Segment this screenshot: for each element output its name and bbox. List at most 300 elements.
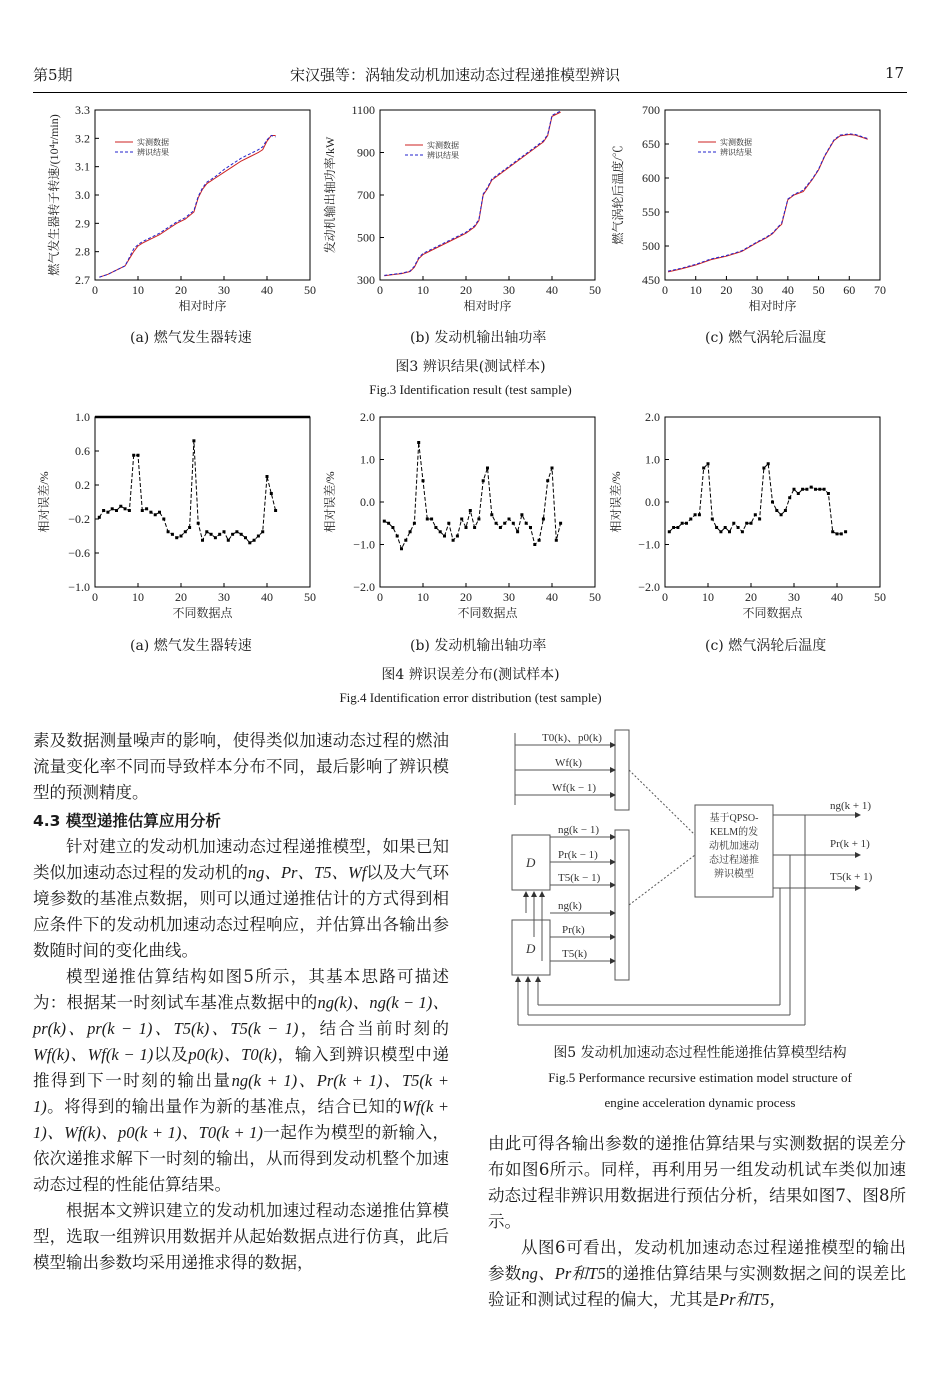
data-point [270,492,273,495]
model-label: 态过程递推 [709,855,759,866]
y-tick-label: 0.0 [645,495,660,509]
delay-block-label: D [526,941,536,956]
fig3-sub-b: (b) 发动机输出轴功率 [410,330,547,346]
x-tick-label: 40 [781,283,794,297]
data-point [702,467,705,470]
math: Wf(k)、Wf(k − 1) [33,1045,154,1064]
output-label: ng(k + 1) [830,800,872,812]
y-tick-label: 700 [642,103,660,117]
data-point [737,526,740,529]
figure-4 [30,405,910,635]
data-point [559,522,562,525]
math: Pr和T5， [719,1290,786,1309]
y-tick-label: 500 [642,239,660,253]
data-point [732,522,735,525]
paragraph [488,1235,906,1313]
data-point [542,518,545,521]
x-tick-label: 50 [589,590,601,604]
data-point [831,530,834,533]
data-point [780,513,783,516]
data-point [711,518,714,521]
x-tick-label: 30 [218,590,230,604]
data-point [430,518,433,521]
model-label: 辨识模型 [714,869,754,880]
data-point [443,535,446,538]
y-tick-label: 0.6 [75,444,90,458]
data-point [844,530,847,533]
data-point [698,513,701,516]
x-tick-label: 40 [261,283,273,297]
y-axis-label: 发动机输出轴功率/kW [323,136,337,254]
data-point [823,488,826,491]
x-tick-label: 0 [662,283,668,297]
x-axis-label: 相对时序 [463,299,512,313]
text: 以及 [153,1045,189,1064]
data-point [814,488,817,491]
y-tick-label: 1.0 [75,410,90,424]
data-point [495,522,498,525]
data-point [490,513,493,516]
data-point [154,513,157,516]
input-label: Wf(k − 1) [552,782,597,794]
input-label: Pr(k − 1) [558,849,598,861]
data-point [162,518,165,521]
x-tick-label: 20 [745,590,757,604]
y-tick-label: −1.0 [353,537,375,552]
data-point [387,522,390,525]
data-point [274,509,277,512]
data-point [417,441,420,444]
data-point [240,533,243,536]
input-label: T0(k)、p0(k) [542,732,602,744]
data-point [244,536,247,539]
chart-fig3c [610,103,886,313]
text: 以及大气环境参数的基准点数据，则可以通过递推估计的方式得到相应条件下的发动机加速动态过程响应，并估算出各输出参数随时间的变化曲线。 [33,863,450,960]
plot-frame [665,110,880,280]
output-label: T5(k + 1) [830,871,873,883]
plot-frame [95,110,310,280]
fig5-caption-en-2: engine acceleration dynamic process [604,1095,796,1110]
data-point [508,518,511,521]
chart-fig4c [608,410,886,620]
y-tick-label: 2.7 [75,273,90,287]
text: 针对建立的发动机加速动态过程递推模型，如果已知类似加速动态过程的发动机的 [33,837,449,882]
data-point [793,488,796,491]
data-point [758,518,761,521]
x-tick-label: 0 [377,590,383,604]
data-point [724,526,727,529]
data-point [836,532,839,535]
data-point [158,511,161,514]
paragraph: 素及数据测量噪声的影响，使得类似加速动态过程的燃油流量变化率不同而导致样本分布不同，最后影响了辨识模型的预测精度。 [33,731,449,802]
fig3-sub-c: (c) 燃气涡轮后温度 [705,330,827,346]
x-tick-label: 20 [460,590,472,604]
series-line [99,136,275,278]
x-tick-label: 20 [720,283,733,297]
data-point [422,479,425,482]
y-tick-label: −1.0 [638,537,660,552]
data-point [413,522,416,525]
data-point [124,507,127,510]
x-tick-label: 0 [92,590,98,604]
text: ，结合当前时刻的 [298,1019,450,1038]
x-tick-label: 10 [702,590,714,604]
series-line [99,441,275,543]
y-tick-label: −0.2 [68,512,90,526]
x-axis-label: 相对时序 [748,299,797,313]
y-tick-label: 0.0 [360,495,375,509]
x-tick-label: 0 [377,283,383,297]
data-point [137,454,140,457]
fig3-caption-en: Fig.3 Identification result (test sample) [369,382,572,397]
data-point [98,516,101,519]
data-point [754,513,757,516]
model-label: 基于QPSO- [709,813,759,824]
fig4-sub-c: (c) 燃气涡轮后温度 [705,638,827,654]
data-point [469,509,472,512]
data-point [797,492,800,495]
data-point [111,507,114,510]
input-label: ng(k) [558,900,582,912]
y-tick-label: 3.0 [75,188,90,202]
input-label: T5(k) [562,948,588,960]
page-number: 17 [885,64,905,82]
data-point [391,526,394,529]
figure-3 [30,100,910,330]
data-point [533,543,536,546]
data-point [128,509,131,512]
y-tick-label: 2.0 [360,410,375,424]
data-point [141,509,144,512]
math: ng(k + 1)、Pr(k + 1)、T5(k + 1) [33,1071,449,1116]
y-tick-label: −1.0 [68,580,90,594]
legend-label: 实测数据 [427,141,459,150]
running-title: 宋汉强等：涡轴发动机加速动态过程递推模型辨识 [290,66,621,84]
data-point [257,535,260,538]
paragraph: 由此可得各输出参数的递推估算结果与实测数据的误差分布如图6所示。同样，再利用另一组发动机试车类似加速动态过程非辨识用数据进行预估分析，结果如图7、图8所示。 [488,1134,906,1231]
data-point [210,533,213,536]
plot-frame [380,417,595,587]
data-point [218,533,221,536]
data-point [525,522,528,525]
data-point [396,535,399,538]
fig3-caption-cn: 图3 辨识结果(测试样本) [395,359,546,375]
delay-block-label: D [526,855,536,870]
data-point [404,539,407,542]
data-point [771,501,774,504]
data-point [460,518,463,521]
fig4-sub-a: (a) 燃气发生器转速 [130,638,252,654]
x-tick-label: 10 [132,590,144,604]
data-point [745,522,748,525]
x-tick-label: 20 [460,283,472,297]
paragraph: 根据本文辨识建立的发动机加速过程动态递推估算模型，选取一组辨识用数据并从起始数据点进行仿真，此后模型输出参数均采用递推求得的数据， [33,1201,449,1272]
series-line [384,112,560,276]
data-point [132,454,135,457]
x-tick-label: 30 [218,283,230,297]
fig3-sub-a: (a) 燃气发生器转速 [130,330,252,346]
data-point [715,526,718,529]
left-column [33,728,449,1276]
y-tick-label: 2.8 [75,244,90,259]
text: 。将得到的输出量作为新的基准点，结合已知的 [46,1097,403,1116]
x-tick-label: 0 [92,283,98,297]
data-point [555,539,558,542]
data-point [261,530,264,533]
x-tick-label: 50 [304,283,316,297]
text: 的递推估算结果与实测数据之间的误差比验证和测试过程的偏大，尤其是 [488,1264,907,1309]
data-point [689,518,692,521]
y-tick-label: 300 [357,273,375,287]
data-point [205,530,208,533]
chart-fig3a [46,103,316,313]
x-axis-label: 相对时序 [178,299,227,313]
y-tick-label: 450 [642,273,660,287]
math: ng、Pr和T5 [521,1264,606,1283]
model-label: 动机加速动 [709,841,759,852]
text: ，输入到辨识模型中递推得到下一时刻的输出量 [33,1045,450,1090]
math: p0(k)、T0(k) [188,1045,277,1064]
data-point [668,530,671,533]
data-point [192,439,195,442]
text: 从图6可看出，发动机加速动态过程递推模型的输出参数 [488,1238,906,1283]
data-point [188,526,191,529]
header-rule [33,92,907,93]
data-point [171,533,174,536]
output-label: Pr(k + 1) [830,838,870,850]
math: ng、Pr、T5、Wf [247,863,367,882]
x-tick-label: 30 [788,590,800,604]
chart-fig4b [322,410,601,620]
text: 一起作为模型的新输入，依次递推求解下一时刻的输出，从而得到发动机整个加速动态过程的性能估算结果。 [33,1123,449,1194]
data-point [180,535,183,538]
plot-frame [95,417,310,587]
x-tick-label: 50 [304,590,316,604]
input-label: Wf(k) [555,757,582,769]
paragraph [33,834,449,964]
plot-frame [380,110,595,280]
y-axis-label: 燃气涡轮后温度/℃ [611,145,625,245]
data-point [707,462,710,465]
data-point [231,533,234,536]
data-point [762,467,765,470]
series-line [669,464,845,534]
y-tick-label: 1.0 [360,452,375,467]
y-tick-label: −0.6 [68,546,90,560]
x-tick-label: 20 [175,590,187,604]
right-column [488,1131,906,1313]
data-point [235,530,238,533]
data-point [477,518,480,521]
y-tick-label: 500 [357,230,375,245]
x-tick-label: 10 [417,590,429,604]
data-point [145,507,148,510]
data-point [676,526,679,529]
data-point [516,530,519,533]
data-point [512,522,515,525]
math: Wf(k + 1)、Wf(k)、p0(k + 1)、T0(k + 1) [33,1097,449,1142]
legend-label: 辨识结果 [137,148,169,157]
journal-issue: 第5期 [33,66,73,84]
model-label: KELM的发 [709,827,759,838]
data-point [167,530,170,533]
data-point [383,520,386,523]
data-point [482,479,485,482]
data-point [426,518,429,521]
data-point [439,530,442,533]
input-label: Pr(k) [562,924,585,936]
data-point [409,530,412,533]
data-point [175,536,178,539]
data-point [486,467,489,470]
fig5-caption-cn: 图5 发动机加速动态过程性能递推估算模型结构 [553,1045,847,1061]
data-point [728,530,731,533]
legend-label: 辨识结果 [427,151,459,160]
data-point [672,526,675,529]
chart-fig3b [322,103,601,313]
data-point [248,541,251,544]
data-point [465,526,468,529]
x-tick-label: 10 [132,283,144,297]
data-point [551,467,554,470]
data-point [253,539,256,542]
x-tick-label: 60 [843,283,856,297]
y-tick-label: 1100 [351,103,375,117]
legend-label: 辨识结果 [720,148,752,157]
x-tick-label: 40 [546,283,558,297]
data-point [840,532,843,535]
data-point [223,530,226,533]
series-line [668,134,868,271]
data-point [741,530,744,533]
data-point [529,526,532,529]
y-tick-label: 2.9 [75,216,90,231]
y-tick-label: 900 [357,145,375,160]
fig4-caption-en: Fig.4 Identification error distribution (test sample) [339,690,602,705]
y-tick-label: 3.1 [75,159,90,174]
legend-label: 实测数据 [720,138,752,147]
x-axis-label: 不同数据点 [172,606,233,620]
y-axis-label: 相对误差/% [609,471,623,533]
data-point [767,462,770,465]
section-heading: 4.3 模型递推估算应用分析 [33,812,221,830]
legend-label: 实测数据 [137,138,169,147]
data-point [520,513,523,516]
x-tick-label: 40 [261,590,273,604]
data-point [266,475,269,478]
data-point [681,522,684,525]
data-point [801,488,804,491]
data-point [805,488,808,491]
data-point [456,535,459,538]
data-point [434,526,437,529]
data-point [546,479,549,482]
x-tick-label: 30 [503,283,515,297]
data-point [102,509,105,512]
y-tick-label: 700 [357,188,375,202]
y-tick-label: 2.0 [645,410,660,424]
data-point [784,509,787,512]
data-point [503,522,506,525]
data-point [149,511,152,514]
data-point [788,496,791,499]
data-point [775,509,778,512]
y-tick-label: 600 [642,171,660,185]
data-point [197,522,200,525]
data-point [538,539,541,542]
fig5-caption-en-1: Fig.5 Performance recursive estimation model structure of [548,1070,852,1085]
x-tick-label: 30 [503,590,515,604]
x-tick-label: 40 [546,590,558,604]
paragraph [33,964,449,1198]
y-tick-label: 0.2 [75,478,90,492]
data-point [473,526,476,529]
data-point [719,530,722,533]
data-point [227,539,230,542]
series-line [668,134,868,271]
text: 模型递推估算结构如图5所示，其基本思路可描述为：根据某一时刻试车基准点数据中的 [33,967,449,1012]
x-tick-label: 40 [831,590,843,604]
y-tick-label: −2.0 [638,580,660,594]
data-point [119,505,122,508]
data-point [106,511,109,514]
y-tick-label: 550 [642,205,660,219]
data-point [827,492,830,495]
x-tick-label: 10 [417,283,429,297]
chart-fig4a [36,410,316,620]
y-axis-label: 相对误差/% [37,471,51,533]
y-tick-label: 3.2 [75,131,90,146]
x-tick-label: 50 [589,283,601,297]
y-axis-label: 燃气发生器转子转速/(10⁴r/min) [47,114,61,276]
input-label: T5(k − 1) [558,872,601,884]
x-tick-label: 50 [812,283,825,297]
x-tick-label: 20 [175,283,187,297]
data-point [201,539,204,542]
math: ng(k)、ng(k − 1)、pr(k)、pr(k − 1)、T5(k)、T5(k − 1) [33,993,449,1038]
y-tick-label: −2.0 [353,580,375,594]
data-point [685,522,688,525]
y-tick-label: 3.3 [75,103,90,117]
y-axis-label: 相对误差/% [323,471,337,533]
data-point [447,522,450,525]
series-line [384,111,560,275]
fig4-caption-cn: 图4 辨识误差分布(测试样本) [381,667,560,683]
data-point [214,536,217,539]
data-point [750,522,753,525]
data-point [452,539,455,542]
figure-5-diagram [490,725,910,1035]
data-point [400,547,403,550]
data-point [810,486,813,489]
x-tick-label: 70 [874,283,886,297]
x-axis-label: 不同数据点 [457,606,518,620]
x-tick-label: 0 [662,590,668,604]
fig4-sub-b: (b) 发动机输出轴功率 [410,638,547,654]
data-point [184,530,187,533]
data-point [499,526,502,529]
data-point [115,509,118,512]
data-point [694,513,697,516]
y-tick-label: 650 [642,137,660,151]
input-label: ng(k − 1) [558,824,600,836]
x-tick-label: 50 [874,590,886,604]
x-tick-label: 30 [751,283,764,297]
y-tick-label: 1.0 [645,452,660,467]
x-axis-label: 不同数据点 [742,606,803,620]
data-point [818,488,821,491]
x-tick-label: 10 [689,283,702,297]
